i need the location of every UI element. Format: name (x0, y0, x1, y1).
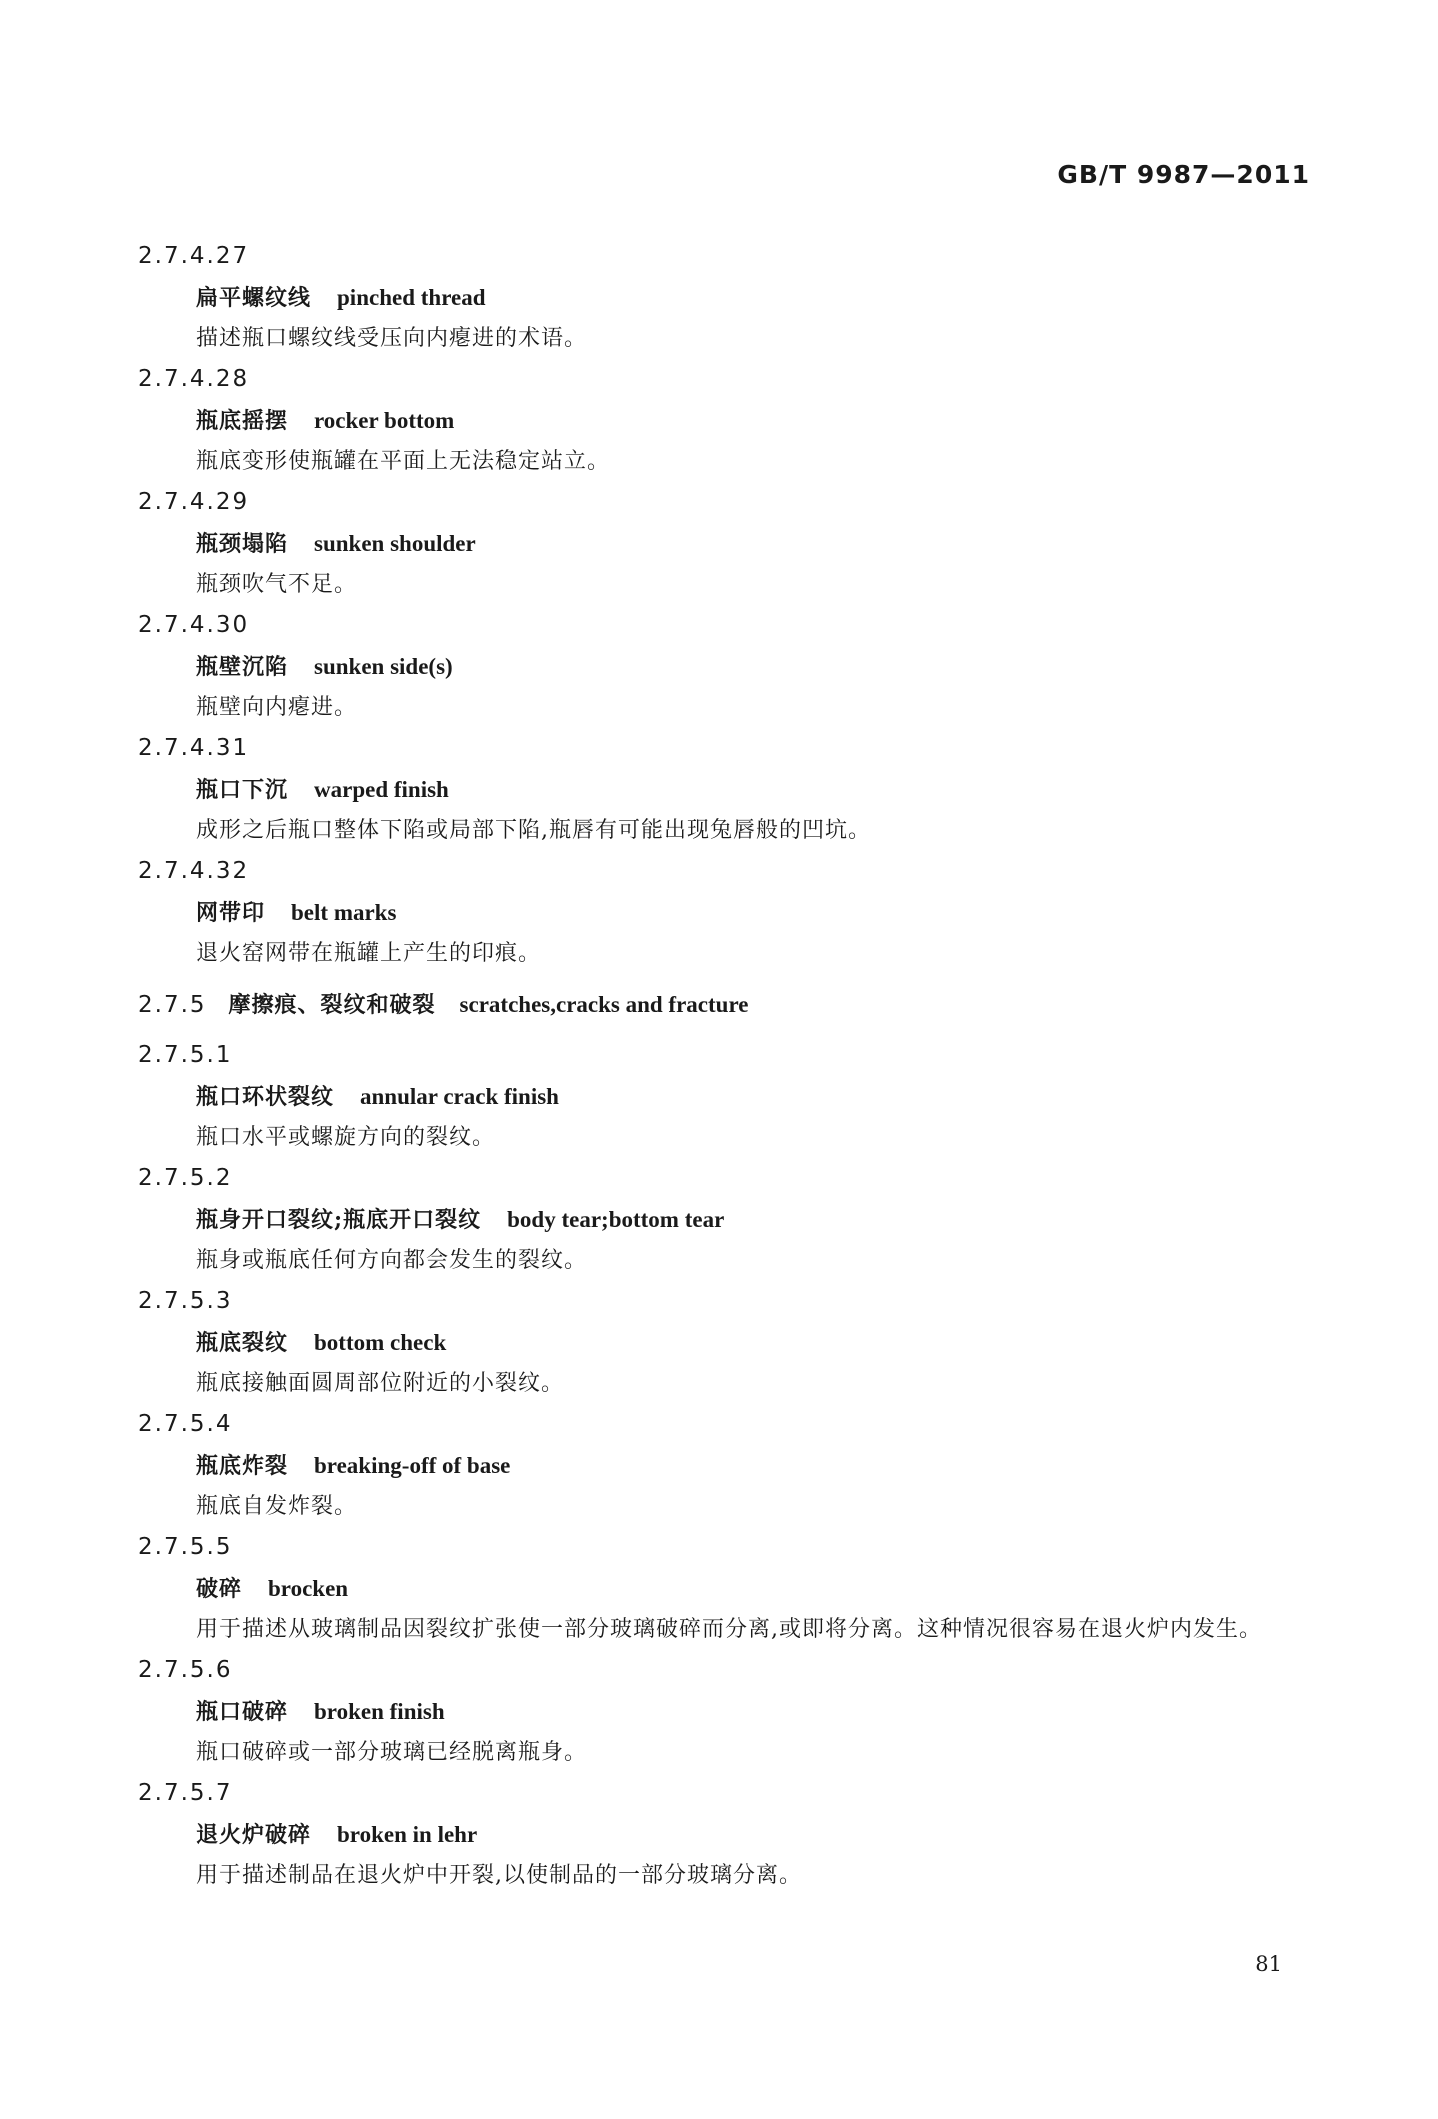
term-english: bottom check (314, 1330, 447, 1355)
section-title-english: scratches,cracks and fracture (459, 992, 749, 1017)
section-heading (138, 984, 1318, 1025)
term-definition: 瓶身或瓶底任何方向都会发生的裂纹。 (196, 1248, 588, 1273)
clause-number: 2.7.4.29 (138, 489, 250, 515)
term-entry (138, 1035, 1318, 1158)
clause-number: 2.7.5.7 (138, 1780, 233, 1806)
clause-number: 2.7.5.6 (138, 1657, 233, 1683)
term-entry (138, 1158, 1318, 1281)
term-chinese: 瓶身开口裂纹;瓶底开口裂纹 (196, 1207, 482, 1233)
term-chinese: 瓶底摇摆 (196, 408, 289, 434)
term-english: broken finish (314, 1699, 445, 1724)
term-chinese: 瓶底炸裂 (196, 1453, 289, 1479)
page-number: 81 (1255, 1952, 1282, 1976)
term-heading (138, 523, 1318, 564)
term-entry (138, 728, 1318, 851)
term-heading (138, 769, 1318, 810)
term-heading (138, 1445, 1318, 1486)
term-english: belt marks (291, 900, 397, 925)
term-chinese: 瓶底裂纹 (196, 1330, 289, 1356)
term-entry (138, 1773, 1318, 1896)
term-definition: 瓶底变形使瓶罐在平面上无法稳定站立。 (196, 449, 611, 474)
term-heading (138, 646, 1318, 687)
clause-number: 2.7.4.27 (138, 243, 250, 269)
term-heading (138, 400, 1318, 441)
term-chinese: 破碎 (196, 1576, 243, 1602)
term-entry (138, 482, 1318, 605)
clause-number: 2.7.5.1 (138, 1042, 233, 1068)
term-chinese: 瓶口破碎 (196, 1699, 289, 1725)
term-entry (138, 1404, 1318, 1527)
term-english: body tear;bottom tear (507, 1207, 725, 1232)
term-chinese: 扁平螺纹线 (196, 285, 312, 311)
section-number: 2.7.5 (138, 992, 207, 1018)
term-chinese: 瓶口环状裂纹 (196, 1084, 335, 1110)
term-entry (138, 605, 1318, 728)
term-english: annular crack finish (360, 1084, 559, 1109)
standard-number: GB/T 9987—2011 (1057, 160, 1310, 189)
term-heading (138, 277, 1318, 318)
term-definition: 退火窑网带在瓶罐上产生的印痕。 (196, 941, 542, 966)
term-entry (138, 359, 1318, 482)
term-english: sunken side(s) (314, 654, 453, 679)
term-english: rocker bottom (314, 408, 455, 433)
term-heading (138, 892, 1318, 933)
clause-number: 2.7.5.5 (138, 1534, 233, 1560)
term-definition: 瓶底接触面圆周部位附近的小裂纹。 (196, 1371, 565, 1396)
term-list (138, 236, 1318, 1896)
clause-number: 2.7.4.31 (138, 735, 250, 761)
term-chinese: 网带印 (196, 900, 266, 926)
term-english: pinched thread (337, 285, 486, 310)
term-english: sunken shoulder (314, 531, 476, 556)
term-english: brocken (268, 1576, 349, 1601)
term-heading (138, 1199, 1318, 1240)
term-definition: 瓶口破碎或一部分玻璃已经脱离瓶身。 (196, 1740, 588, 1765)
term-definition: 瓶颈吹气不足。 (196, 572, 358, 597)
clause-number: 2.7.5.3 (138, 1288, 233, 1314)
term-heading (138, 1322, 1318, 1363)
term-definition: 瓶壁向内瘪进。 (196, 695, 358, 720)
section-title-chinese: 摩擦痕、裂纹和破裂 (228, 992, 436, 1018)
term-heading (138, 1814, 1318, 1855)
term-heading (138, 1076, 1318, 1117)
clause-number: 2.7.4.28 (138, 366, 250, 392)
clause-number: 2.7.4.32 (138, 858, 250, 884)
clause-number: 2.7.5.2 (138, 1165, 233, 1191)
term-definition: 描述瓶口螺纹线受压向内瘪进的术语。 (196, 326, 588, 351)
term-chinese: 瓶壁沉陷 (196, 654, 289, 680)
term-heading (138, 1568, 1318, 1609)
term-entry (138, 851, 1318, 974)
term-definition: 瓶底自发炸裂。 (196, 1494, 358, 1519)
term-english: broken in lehr (337, 1822, 478, 1847)
term-entry (138, 1527, 1318, 1650)
term-chinese: 退火炉破碎 (196, 1822, 312, 1848)
term-definition: 用于描述制品在退火炉中开裂,以使制品的一部分玻璃分离。 (196, 1863, 802, 1888)
term-english: breaking-off of base (314, 1453, 511, 1478)
term-entry (138, 1281, 1318, 1404)
term-entry (138, 236, 1318, 359)
term-english: warped finish (314, 777, 449, 802)
term-definition: 瓶口水平或螺旋方向的裂纹。 (196, 1125, 496, 1150)
term-heading (138, 1691, 1318, 1732)
clause-number: 2.7.5.4 (138, 1411, 233, 1437)
clause-number: 2.7.4.30 (138, 612, 250, 638)
term-definition: 成形之后瓶口整体下陷或局部下陷,瓶唇有可能出现兔唇般的凹坑。 (196, 818, 871, 843)
term-chinese: 瓶颈塌陷 (196, 531, 289, 557)
term-definition: 用于描述从玻璃制品因裂纹扩张使一部分玻璃破碎而分离,或即将分离。这种情况很容易在退火炉内发生。 (196, 1617, 1262, 1642)
term-entry (138, 1650, 1318, 1773)
term-chinese: 瓶口下沉 (196, 777, 289, 803)
